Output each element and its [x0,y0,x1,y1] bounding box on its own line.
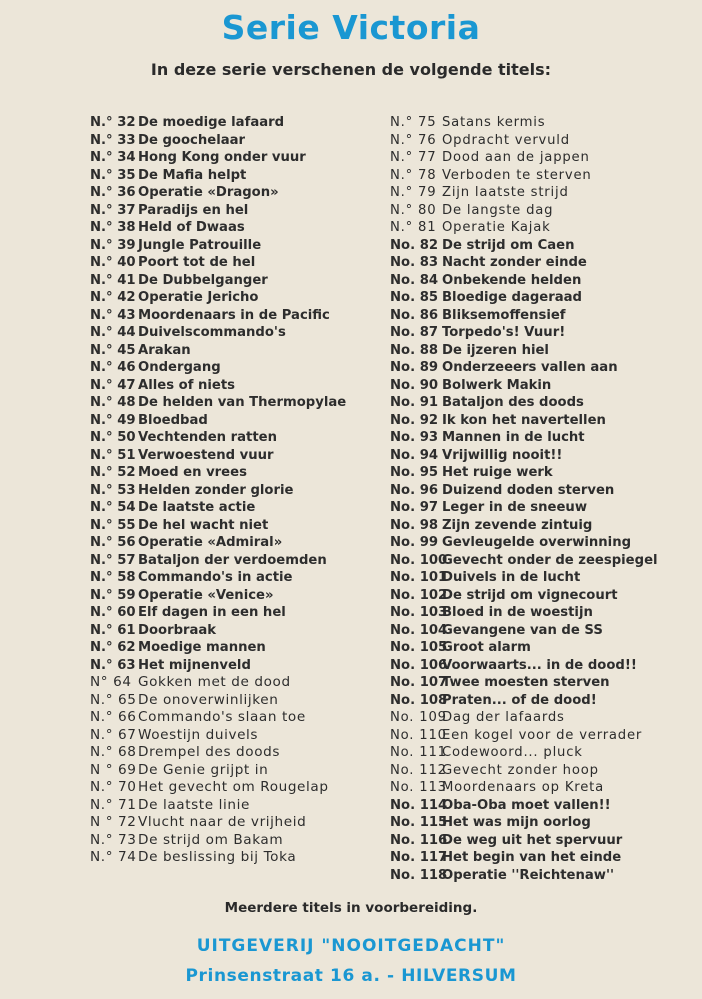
issue-title: De goochelaar [138,132,246,148]
issue-title: Bataljon des doods [442,395,584,410]
issue-number: No. 88 [390,342,439,358]
issue-title: Moordenaars op Kreta [442,780,604,795]
issue-title: Bloed in de woestijn [442,605,593,620]
issue-number: No. 98 [390,517,439,533]
list-item [390,517,695,535]
issue-title: Groot alarm [442,640,531,655]
issue-title: Operatie Jericho [138,290,259,305]
issue-number: N.° 50 [90,430,136,445]
publisher-name: UITGEVERIJ "NOOITGEDACHT" [196,936,506,956]
title-list-right [390,114,695,884]
list-item [390,639,695,657]
list-item [390,219,695,237]
issue-number: N.° 68 [90,744,137,760]
list-item [90,534,380,552]
issue-number: N.° 34 [90,150,136,165]
issue-title: De beslissing bij Toka [138,849,297,865]
list-item [90,132,380,150]
list-item [390,132,695,150]
issue-number: No. 90 [390,377,439,393]
issue-title: De onoverwinlijken [138,691,279,708]
issue-number: N ° 69 [90,761,137,778]
issue-title: Onderzeeers vallen aan [442,360,618,375]
issue-number: N.° 74 [90,849,137,865]
list-item [390,569,695,587]
issue-number: N.° 39 [90,237,136,253]
list-item [390,622,695,640]
issue-number: N.° 57 [90,552,136,568]
issue-title: Moordenaars in de Pacific [138,307,330,323]
issue-number: No. 113 [390,780,447,795]
issue-number: N.° 44 [90,325,136,340]
list-item [90,184,380,202]
list-item [90,709,380,727]
issue-title: Verwoestend vuur [138,447,274,463]
issue-title: De langste dag [442,202,554,218]
list-item [390,324,695,342]
list-item [90,412,380,430]
issue-title: Het was mijn oorlog [442,815,591,830]
issue-number: No. 114 [390,797,448,813]
list-item [90,674,380,692]
issue-number: No. 105 [390,640,448,655]
list-item [90,797,380,815]
issue-title: De strijd om Caen [442,237,575,253]
issue-title: De Genie grijpt in [138,761,269,778]
issue-title: Praten... of de dood! [442,692,597,708]
issue-number: N.° 37 [90,202,136,218]
list-item [390,692,695,710]
issue-title: Moedige mannen [138,640,266,655]
list-item [390,167,695,185]
list-item [90,429,380,447]
list-item [390,499,695,517]
issue-title: De hel wacht niet [138,517,269,533]
list-item [90,517,380,535]
list-item [390,377,695,395]
list-item [90,814,380,832]
issue-number: No. 111 [390,745,447,760]
issue-number: No. 104 [390,622,448,638]
issue-title: Helden zonder glorie [138,482,294,498]
issue-title: Het ruige werk [442,465,553,480]
issue-number: N.° 59 [90,587,136,603]
issue-title: Twee moesten sterven [442,675,610,690]
issue-number: No. 92 [390,412,439,428]
list-item [90,289,380,307]
issue-title: Codewoord... pluck [442,745,583,760]
issue-number: N.° 60 [90,605,136,620]
issue-number: N.° 33 [90,132,136,148]
issue-number: No. 96 [390,482,439,498]
issue-title: Moed en vrees [138,465,247,480]
issue-number: N.° 67 [90,726,137,743]
issue-title: Het mijnenveld [138,657,251,673]
issue-title: Duivelscommando's [138,325,286,340]
issue-number: N.° 52 [90,465,136,480]
list-item [90,272,380,290]
issue-number: N.° 62 [90,640,136,655]
list-item [390,429,695,447]
list-item [390,254,695,272]
issue-title: Operatie «Dragon» [138,185,279,200]
list-item [90,114,380,132]
issue-number: No. 95 [390,465,439,480]
issue-number: No. 91 [390,395,439,410]
list-item [390,727,695,745]
list-item [390,464,695,482]
list-item [390,202,695,220]
issue-number: N.° 73 [90,831,137,848]
list-item [90,447,380,465]
issue-title: Vechtenden ratten [138,430,277,445]
issue-number: N.° 53 [90,482,136,498]
list-item [90,762,380,780]
issue-title: Operatie «Venice» [138,587,274,603]
issue-number: N.° 42 [90,290,136,305]
issue-number: No. 103 [390,605,448,620]
issue-number: No. 101 [390,570,448,585]
issue-number: N.° 48 [90,395,136,410]
list-item [90,692,380,710]
list-item [390,289,695,307]
issue-number: No. 118 [390,867,448,883]
issue-title: Gevangene van de SS [442,622,603,638]
issue-title: Torpedo's! Vuur! [442,325,566,340]
issue-number: No. 107 [390,675,448,690]
title-list-left [90,114,380,867]
issue-title: Het begin van het einde [442,850,622,865]
list-item [390,709,695,727]
issue-number: No. 87 [390,325,439,340]
issue-number: No. 109 [390,710,447,725]
issue-number: No. 85 [390,290,439,305]
issue-title: Operatie ''Reichtenaw'' [442,867,615,883]
issue-title: Zijn laatste strijd [442,185,569,200]
issue-title: Drempel des doods [138,744,281,760]
list-item [390,149,695,167]
list-item [90,307,380,325]
issue-number: No. 89 [390,360,439,375]
list-item [390,114,695,132]
list-item [90,779,380,797]
list-item [390,394,695,412]
issue-number: N.° 61 [90,622,136,638]
issue-title: Vlucht naar de vrijheid [138,814,307,830]
issue-title: Zijn zevende zintuig [442,517,593,533]
issue-title: De laatste actie [138,500,256,515]
issue-title: Satans kermis [442,115,546,130]
issue-number: N.° 81 [390,220,437,235]
list-item [90,377,380,395]
list-item [90,604,380,622]
issue-title: Elf dagen in een hel [138,605,286,620]
issue-number: No. 94 [390,447,439,463]
list-item [390,604,695,622]
list-item [390,762,695,780]
list-item [90,622,380,640]
issue-title: De helden van Thermopylae [138,395,347,410]
list-item [90,499,380,517]
list-item [390,779,695,797]
list-item [90,482,380,500]
list-item [390,272,695,290]
issue-title: Het gevecht om Rougelap [138,779,329,795]
issue-number: No. 102 [390,587,448,603]
issue-title: Doorbraak [138,622,217,638]
issue-number: N.° 45 [90,342,136,358]
list-item [90,202,380,220]
issue-number: N.° 47 [90,377,136,393]
list-item [390,237,695,255]
issue-title: Commando's in actie [138,570,293,585]
issue-number: No. 86 [390,307,439,323]
list-item [390,867,695,885]
issue-title: De ijzeren hiel [442,342,549,358]
issue-title: De moedige lafaard [138,115,285,130]
issue-number: N.° 63 [90,657,136,673]
issue-number: N.° 55 [90,517,136,533]
list-item [390,797,695,815]
issue-title: Voorwaarts... in de dood!! [442,657,637,673]
issue-number: N.° 58 [90,570,136,585]
issue-number: No. 116 [390,832,448,848]
list-item [390,674,695,692]
list-item [390,359,695,377]
issue-title: Een kogel voor de verrader [442,727,643,743]
issue-number: No. 83 [390,255,439,270]
issue-number: N.° 32 [90,115,136,130]
issue-title: Gokken met de dood [138,674,291,690]
list-item [90,219,380,237]
list-item [90,149,380,167]
list-item [90,569,380,587]
issue-number: N.° 78 [390,167,437,183]
more-titles-note: Meerdere titels in voorbereiding. [224,900,478,916]
issue-number: No. 99 [390,535,439,550]
issue-title: Dood aan de jappen [442,150,590,165]
issue-title: De strijd om Bakam [138,831,284,848]
issue-number: No. 84 [390,272,439,288]
issue-title: Bloedbad [138,412,208,428]
issue-title: Poort tot de hel [138,255,256,270]
issue-number: No. 106 [390,657,448,673]
list-item [390,849,695,867]
issue-title: Gevleugelde overwinning [442,535,632,550]
list-item [90,727,380,745]
list-item [390,307,695,325]
issue-title: Gevecht onder de zeespiegel [442,552,658,568]
issue-title: De laatste linie [138,796,250,813]
issue-title: Paradijs en hel [138,202,249,218]
issue-title: De strijd om vignecourt [442,587,618,603]
issue-title: Opdracht vervuld [442,132,570,148]
page-subtitle: In deze serie verschenen de volgende titels: [150,60,552,79]
issue-number: No. 97 [390,500,439,515]
list-item [90,359,380,377]
list-item [390,552,695,570]
issue-number: N.° 71 [90,796,137,813]
issue-title: Ik kon het navertellen [442,412,606,428]
issue-title: Onbekende helden [442,272,582,288]
issue-number: N.° 49 [90,412,136,428]
issue-title: De Mafia helpt [138,167,247,183]
issue-title: Woestijn duivels [138,726,259,743]
list-item [90,587,380,605]
issue-number: N.° 65 [90,691,137,708]
list-item [90,464,380,482]
issue-title: Bataljon der verdoemden [138,552,327,568]
issue-number: N.° 51 [90,447,136,463]
issue-number: No. 93 [390,430,439,445]
list-item [90,744,380,762]
issue-number: No. 117 [390,850,448,865]
issue-number: N ° 72 [90,814,137,830]
list-item [90,324,380,342]
issue-title: Oba-Oba moet vallen!! [442,797,611,813]
issue-number: N° 64 [90,674,132,690]
issue-number: No. 100 [390,552,448,568]
list-item [90,342,380,360]
list-item [90,394,380,412]
list-item [390,534,695,552]
issue-title: Commando's slaan toe [138,709,306,725]
issue-title: Held of Dwaas [138,220,245,235]
issue-title: Arakan [138,342,191,358]
issue-title: Nacht zonder einde [442,255,587,270]
issue-title: Verboden te sterven [442,167,592,183]
issue-title: Bolwerk Makin [442,377,552,393]
issue-title: Dag der lafaards [442,710,565,725]
list-item [390,832,695,850]
issue-title: Duivels in de lucht [442,570,581,585]
list-item [90,167,380,185]
list-item [390,482,695,500]
list-item [90,849,380,867]
issue-title: Bloedige dageraad [442,290,582,305]
issue-title: Duizend doden sterven [442,482,615,498]
issue-title: Gevecht zonder hoop [442,762,599,778]
issue-number: N.° 56 [90,535,136,550]
list-item [90,639,380,657]
issue-number: No. 82 [390,237,439,253]
issue-number: N.° 79 [390,185,437,200]
issue-title: Bliksemoffensief [442,307,566,323]
issue-number: N.° 70 [90,779,137,795]
publisher-address: Prinsenstraat 16 a. - HILVERSUM [185,966,517,986]
page-title: Serie Victoria [221,8,481,47]
issue-number: N.° 43 [90,307,136,323]
list-item [390,587,695,605]
issue-number: N.° 80 [390,202,437,218]
issue-number: N.° 36 [90,185,136,200]
issue-number: N.° 46 [90,360,136,375]
issue-number: N.° 35 [90,167,136,183]
list-item [390,412,695,430]
issue-title: Leger in de sneeuw [442,500,587,515]
issue-title: Alles of niets [138,377,236,393]
list-item [390,342,695,360]
issue-number: N.° 40 [90,255,136,270]
issue-number: N.° 38 [90,220,136,235]
issue-title: De weg uit het spervuur [442,832,623,848]
list-item [90,237,380,255]
issue-number: No. 108 [390,692,448,708]
issue-number: No. 112 [390,762,447,778]
list-item [390,744,695,762]
issue-number: N.° 54 [90,500,136,515]
issue-title: Hong Kong onder vuur [138,150,306,165]
list-item [390,447,695,465]
issue-number: No. 115 [390,815,448,830]
issue-title: Mannen in de lucht [442,430,585,445]
issue-number: N.° 41 [90,272,136,288]
issue-number: No. 110 [390,727,447,743]
issue-title: De Dubbelganger [138,272,268,288]
issue-title: Operatie «Admiral» [138,535,283,550]
issue-title: Operatie Kajak [442,220,551,235]
issue-number: N.° 77 [390,150,437,165]
list-item [90,832,380,850]
issue-title: Jungle Patrouille [138,237,262,253]
list-item [90,552,380,570]
list-item [90,254,380,272]
issue-title: Vrijwillig nooit!! [442,447,563,463]
list-item [390,184,695,202]
issue-title: Ondergang [138,360,221,375]
issue-number: N.° 76 [390,132,437,148]
issue-number: N.° 75 [390,115,437,130]
list-item [390,657,695,675]
issue-number: N.° 66 [90,709,137,725]
list-item [390,814,695,832]
list-item [90,657,380,675]
